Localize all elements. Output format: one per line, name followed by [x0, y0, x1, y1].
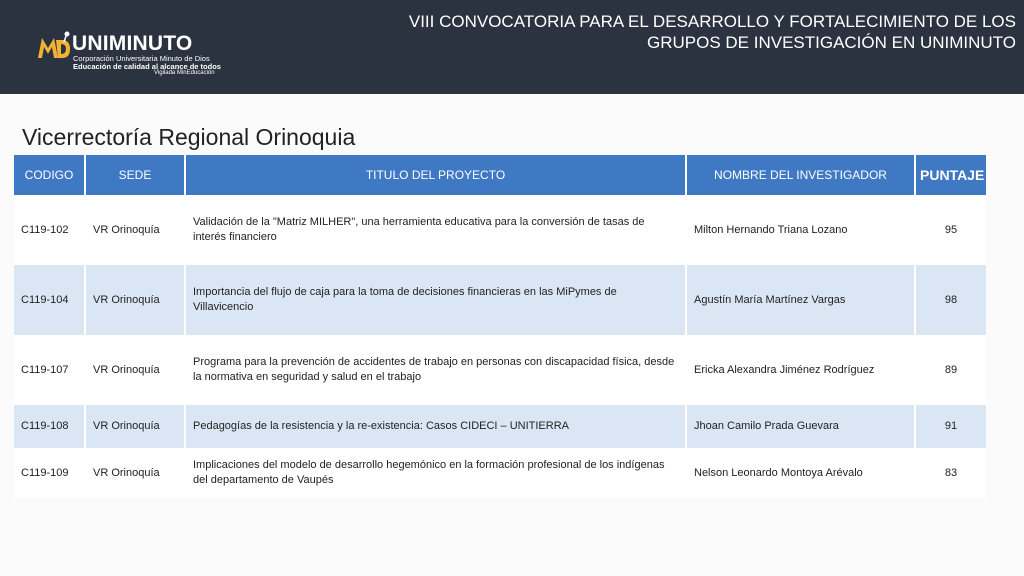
- cell-investigador: Ericka Alexandra Jiménez Rodríguez: [686, 335, 915, 405]
- logo-slogan: Educación de calidad al alcance de todos: [73, 62, 221, 71]
- cell-codigo: C119-109: [14, 448, 85, 498]
- column-header-investigador: NOMBRE DEL INVESTIGADOR: [686, 155, 915, 195]
- column-header-titulo: TITULO DEL PROYECTO: [185, 155, 686, 195]
- header-title-line-2: GRUPOS DE INVESTIGACIÓN EN UNIMINUTO: [646, 33, 1016, 52]
- cell-sede: VR Orinoquía: [85, 448, 185, 498]
- cell-investigador: Agustín María Martínez Vargas: [686, 265, 915, 335]
- cell-investigador: Jhoan Camilo Prada Guevara: [686, 405, 915, 448]
- logo-name: UNIMINUTO: [72, 32, 193, 55]
- column-header-sede: SEDE: [85, 155, 185, 195]
- table-header-row: [14, 155, 986, 195]
- table-row: [14, 265, 986, 335]
- cell-codigo: C119-107: [14, 335, 85, 405]
- cell-puntaje: 98: [915, 265, 986, 335]
- cell-codigo: C119-104: [14, 265, 85, 335]
- column-header-puntaje: PUNTAJE: [915, 155, 986, 195]
- logo-vigilada: Vigilada MinEducación: [154, 70, 215, 76]
- cell-sede: VR Orinoquía: [85, 405, 185, 448]
- cell-investigador: Nelson Leonardo Montoya Arévalo: [686, 448, 915, 498]
- header-title: [376, 11, 1016, 53]
- uniminuto-logo: [36, 24, 236, 76]
- table-row: [14, 195, 986, 265]
- cell-puntaje: 83: [915, 448, 986, 498]
- header-bar: [0, 0, 1024, 94]
- section-title: Vicerrectoría Regional Orinoquia: [22, 124, 356, 150]
- table-row: [14, 448, 986, 498]
- cell-puntaje: 89: [915, 335, 986, 405]
- cell-investigador: Milton Hernando Triana Lozano: [686, 195, 915, 265]
- cell-titulo: Validación de la "Matriz MILHER", una herramienta educativa para la conversión de tasas de interés financiero: [185, 195, 686, 265]
- logo-subtitle: Corporación Universitaria Minuto de Dios: [73, 54, 210, 63]
- header-title-line-1: VIII CONVOCATORIA PARA EL DESARROLLO Y FORTALECIMIENTO DE LOS: [408, 12, 1016, 31]
- cell-sede: VR Orinoquía: [85, 195, 185, 265]
- cell-titulo: Programa para la prevención de accidentes de trabajo en personas con discapacidad física, desde la normativa en seguridad y salud en el trabajo: [185, 335, 686, 405]
- cell-puntaje: 91: [915, 405, 986, 448]
- cell-titulo: Importancia del flujo de caja para la toma de decisiones financieras en las MiPymes de Villavicencio: [185, 265, 686, 335]
- cell-puntaje: 95: [915, 195, 986, 265]
- cell-sede: VR Orinoquía: [85, 265, 185, 335]
- cell-sede: VR Orinoquía: [85, 335, 185, 405]
- uniminuto-logo-mark-icon: [36, 30, 72, 60]
- cell-codigo: C119-102: [14, 195, 85, 265]
- table-row: [14, 405, 986, 448]
- cell-titulo: Pedagogías de la resistencia y la re-existencia: Casos CIDECI – UNITIERRA: [185, 405, 686, 448]
- column-header-codigo: CODIGO: [14, 155, 85, 195]
- table-row: [14, 335, 986, 405]
- cell-codigo: C119-108: [14, 405, 85, 448]
- projects-table: [14, 155, 986, 498]
- cell-titulo: Implicaciones del modelo de desarrollo hegemónico en la formación profesional de los indígenas del departamento de Vaupés: [185, 448, 686, 498]
